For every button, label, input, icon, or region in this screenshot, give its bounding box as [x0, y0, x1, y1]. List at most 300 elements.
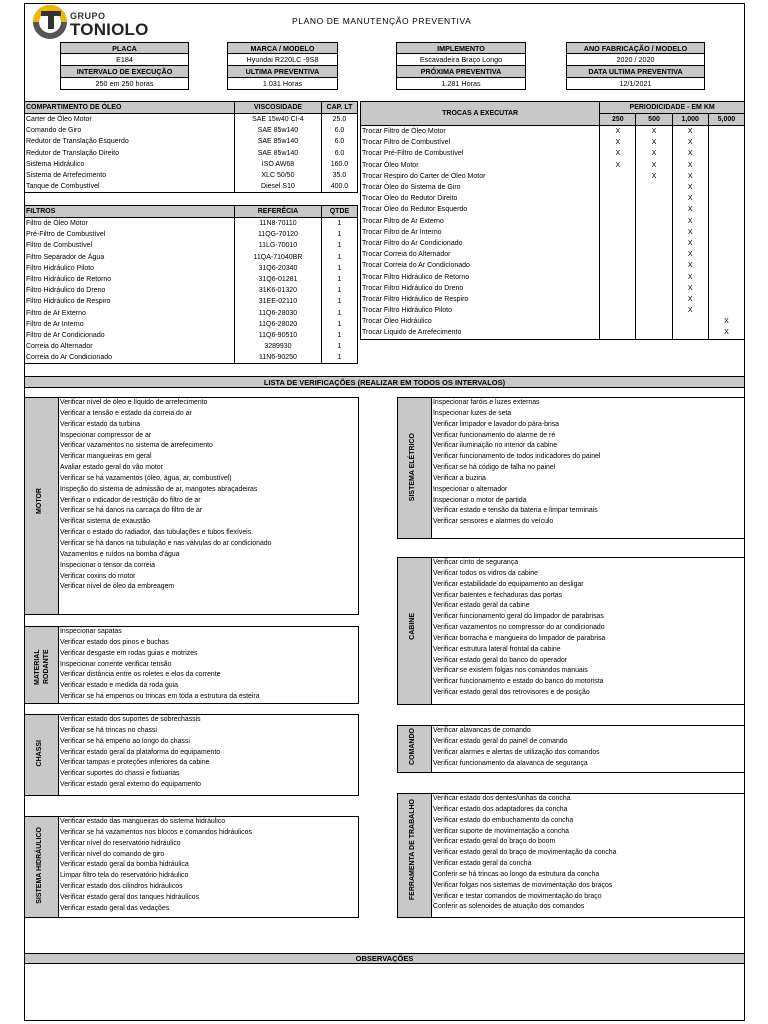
checklist-item: Verificar estado das mangueiras do sistema hidráulico	[60, 818, 226, 825]
placa-label: PLACA	[60, 42, 189, 54]
logo-group-text: GRUPO	[70, 11, 106, 21]
checklist-item: Verificar se há vazamentos (óleo, água, ar, combustível)	[60, 474, 232, 482]
trocas-cell	[708, 126, 744, 138]
period-5000: 5,000	[708, 114, 744, 126]
filtros-cell: 1	[321, 319, 357, 330]
filtros-cell: 11N8-70110	[234, 218, 321, 230]
filtros-cell: Filtro Hidráulico de Retorno	[25, 274, 235, 285]
checklist-item: Verificar vazamentos no sistema de arrefecimento	[60, 442, 213, 450]
oleo-row	[25, 148, 358, 159]
marca-value: Hyundai R220LC -9S8	[227, 54, 338, 66]
filtros-cell: 11Q6-28030	[234, 308, 321, 319]
checklist-item: Verificar mangueiras em geral	[60, 453, 152, 461]
checklist-item: Limpar filtro tela do reservatório hidráulico	[60, 872, 189, 880]
checklist-item: Verificar funcionamento do alarme de ré	[433, 431, 556, 439]
checklist-item: Verificar nível de óleo e líquido de arrefecimento	[60, 399, 208, 406]
trocas-cell	[600, 271, 636, 282]
section-sistema-eletrico	[397, 397, 745, 539]
checklist-item: Verificar estado dos pinos e buchas	[60, 638, 169, 646]
filtros-cell: Filtro Hidráulico Piloto	[25, 263, 235, 274]
checklist-item: Verificar estado dos cilindros hidráulicos	[60, 883, 183, 891]
filtros-cell: 1	[321, 218, 357, 230]
filtros-cell: 11QG-70120	[234, 229, 321, 240]
filtros-cell: 1	[321, 274, 357, 285]
observacoes-header: OBSERVAÇÕES	[24, 953, 745, 964]
trocas-row	[361, 126, 745, 138]
ultima-value: 1.031 Horas	[227, 78, 338, 90]
filtros-row	[25, 285, 358, 296]
checklist-item: Verificar alarmes e alertas de utilização dos comandos	[433, 748, 600, 756]
filtros-row	[25, 319, 358, 330]
trocas-cell	[708, 238, 744, 249]
period-500: 500	[636, 114, 672, 126]
checklist-item: Verificar funcionamento de todos indicadores do painel	[433, 453, 601, 461]
trocas-cell	[708, 193, 744, 204]
section-material-rodante	[24, 626, 359, 704]
trocas-cell	[636, 294, 672, 305]
checklist-item: Verificar batentes e fechaduras das portas	[433, 591, 563, 599]
proxima-label: PRÓXIMA PREVENTIVA	[396, 66, 526, 78]
checklist-item: Verificar desgaste em rodas guias e motrizes	[60, 649, 198, 657]
trocas-cell: X	[672, 238, 708, 249]
checklist-item: Verificar funcionamento geral do limpador de parabrisas	[433, 613, 604, 621]
checklist-item: Verificar cinto de segurança	[433, 559, 519, 566]
trocas-cell: Trocar Óleo Motor	[361, 160, 600, 171]
filtros-cell: 11Q6-90510	[234, 330, 321, 341]
trocas-cell	[708, 305, 744, 316]
trocas-cell	[600, 227, 636, 238]
trocas-row	[361, 137, 745, 148]
trocas-row	[361, 182, 745, 193]
trocas-cell	[708, 137, 744, 148]
checklist-item: Verificar estado geral dos retrovisores e de posição	[433, 689, 590, 697]
trocas-cell: Trocar Liquido de Arrefecimento	[361, 327, 600, 339]
section-comando-label: COMANDO	[409, 728, 416, 765]
oleo-cell: 6.0	[321, 148, 357, 159]
checklist-item: Verificar estado geral do braço de movimentação da concha	[433, 849, 617, 857]
section-eletrico-items	[433, 398, 744, 528]
trocas-row	[361, 193, 745, 204]
checklist-item: Verificar estado e tensão da bateria e limpar terminais	[433, 507, 598, 515]
checklist-item: Verificar e testar comandos de movimentação do braço	[433, 892, 602, 900]
section-material-items	[60, 627, 358, 703]
oleo-cell: ISO AW68	[234, 159, 321, 170]
trocas-cell	[636, 271, 672, 282]
filtros-row	[25, 352, 358, 364]
trocas-row	[361, 305, 745, 316]
checklist-item: Inspecionar corrente verificar tensão	[60, 660, 172, 668]
checklist-item: Verificar estado geral do painel de comando	[433, 737, 568, 745]
trocas-cell	[636, 327, 672, 339]
checklist-item: Verificar estabilidade do equipamento ao desligar	[433, 580, 584, 588]
info-ano	[566, 42, 705, 90]
trocas-cell: X	[672, 160, 708, 171]
trocas-cell	[708, 294, 744, 305]
section-cabine	[397, 557, 745, 705]
checklist-item: Verificar nível do reservatório hidráulico	[60, 839, 181, 847]
filtros-cell: 1	[321, 252, 357, 263]
checklist-item: Inspecionar sapatas	[60, 628, 122, 635]
trocas-cell	[636, 249, 672, 260]
filtros-row	[25, 274, 358, 285]
placa-value: E184	[60, 54, 189, 66]
filtros-cell: 11N6-90250	[234, 352, 321, 364]
oleo-cell: 160.0	[321, 159, 357, 170]
checklist-item: Verificar estrutura lateral frontal da cabine	[433, 645, 561, 653]
trocas-cell	[708, 216, 744, 227]
filtros-cell: Filtro Hidráulico do Dreno	[25, 285, 235, 296]
intervalo-label: INTERVALO DE EXECUÇÃO	[60, 66, 189, 78]
trocas-cell	[636, 227, 672, 238]
checklist-item: Verificar coxins do motor	[60, 572, 136, 580]
trocas-cell	[600, 204, 636, 215]
checklist-item: Inspecionar o tensor da correia	[60, 561, 155, 569]
trocas-cell: Trocar Filtro Hidráulico Piloto	[361, 305, 600, 316]
trocas-header: TROCAS A EXECUTAR	[361, 102, 600, 126]
trocas-cell: Trocar Filtro Hidráulico de Retorno	[361, 271, 600, 282]
checklist-item: Verificar o estado do radiador, das tubulações e tubos flexíveis.	[60, 529, 254, 537]
section-cabine-label: CABINE	[409, 613, 416, 640]
checklist-item: Verificar se há danos na carcaça do filtro de ar	[60, 507, 203, 515]
company-logo	[33, 4, 163, 40]
trocas-row	[361, 283, 745, 294]
trocas-cell	[708, 148, 744, 159]
oleo-row	[25, 125, 358, 136]
checklist-item: Verificar estado geral da plataforma do equipamento	[60, 748, 221, 756]
checklist-item: Verificar estado dos dentes/unhas da concha	[433, 795, 571, 802]
trocas-cell	[636, 204, 672, 215]
trocas-cell: X	[600, 148, 636, 159]
filtros-cell: 1	[321, 263, 357, 274]
filtros-cell: 31Q6-01281	[234, 274, 321, 285]
trocas-table	[360, 101, 745, 340]
trocas-cell	[600, 182, 636, 193]
trocas-row	[361, 171, 745, 182]
trocas-row	[361, 260, 745, 271]
trocas-cell: Trocar Filtro Hidráulico de Respiro	[361, 294, 600, 305]
section-hidraulico-label: SISTEMA HIDRÁULICO	[36, 827, 43, 904]
oleo-cell: SAE 85w140	[234, 125, 321, 136]
oleo-cell: Diesel S10	[234, 181, 321, 193]
checklist-item: Verificar sistema de exaustão	[60, 518, 151, 526]
trocas-cell	[600, 327, 636, 339]
trocas-cell: X	[708, 327, 744, 339]
checklist-item: Vazamentos e ruídos na bomba d'água	[60, 550, 180, 558]
checklist-item: Inspecionar compressor de ar	[60, 431, 152, 439]
checklist-item: Verificar iluminação no interior da cabine	[433, 442, 558, 450]
oleo-cell: 35.0	[321, 170, 357, 181]
trocas-cell: X	[672, 137, 708, 148]
trocas-cell: X	[672, 216, 708, 227]
trocas-cell: Trocar Óleo do Sistema de Giro	[361, 182, 600, 193]
oleo-cell: Tanque de Combustível	[25, 181, 235, 193]
filtros-cell: 11LG-70010	[234, 240, 321, 251]
checklist-item: Verificar se há vazamentos nos blocos e comandos hidráulicos	[60, 828, 252, 836]
trocas-cell	[672, 327, 708, 339]
oleo-table	[24, 101, 358, 193]
filtros-row	[25, 308, 358, 319]
trocas-cell: X	[672, 204, 708, 215]
filtros-cell: 31K6-01320	[234, 285, 321, 296]
checklist-item: Verificar estado geral externo do equipamento	[60, 781, 201, 789]
filtros-header-qtde: QTDE	[321, 206, 357, 218]
trocas-cell: X	[672, 126, 708, 138]
checklist-item: Verificar estado geral da bomba hidráulica	[60, 861, 189, 869]
checklist-item: Verificar se há danos na tubulação e nas válvulas do ar condicionado	[60, 539, 272, 547]
trocas-cell: X	[672, 182, 708, 193]
trocas-cell	[600, 238, 636, 249]
trocas-cell: X	[672, 148, 708, 159]
section-sistema-hidraulico	[24, 816, 359, 918]
trocas-row	[361, 316, 745, 327]
trocas-cell	[708, 249, 744, 260]
trocas-cell: Trocar Filtro de Ar Externo	[361, 216, 600, 227]
checklist-item: Verificar todos os vidros da cabine	[433, 569, 538, 577]
trocas-cell	[708, 271, 744, 282]
filtros-cell: Correia do Ar Condicionado	[25, 352, 235, 364]
trocas-cell: X	[672, 193, 708, 204]
filtros-cell: 1	[321, 296, 357, 307]
section-comando-items	[433, 726, 744, 769]
filtros-cell: 1	[321, 285, 357, 296]
filtros-row	[25, 218, 358, 230]
trocas-row	[361, 238, 745, 249]
checklist-item: Verificar nível de óleo da embreagem	[60, 583, 175, 591]
checklist-item: Verificar estado geral das vedações	[60, 904, 170, 912]
ultima-label: ULTIMA PREVENTIVA	[227, 66, 338, 78]
checklist-item: Verificar vazamentos no compressor do ar condicionado	[433, 624, 605, 632]
checklist-item: Verificar estado geral da concha	[433, 860, 532, 868]
checklist-item: Conferir se há trincas ao longo da estrutura da concha	[433, 870, 600, 878]
implemento-label: IMPLEMENTO	[396, 42, 526, 54]
trocas-cell: X	[672, 283, 708, 294]
trocas-row	[361, 249, 745, 260]
trocas-cell	[636, 182, 672, 193]
filtros-cell: 1	[321, 341, 357, 352]
trocas-row	[361, 160, 745, 171]
trocas-cell: X	[636, 137, 672, 148]
trocas-cell	[600, 316, 636, 327]
lista-header: LISTA DE VERIFICAÇÕES (REALIZAR EM TODOS OS INTERVALOS)	[24, 376, 745, 388]
trocas-cell	[636, 260, 672, 271]
oleo-row	[25, 159, 358, 170]
checklist-item: Verificar se existem folgas nos comandos manuais	[433, 667, 588, 675]
trocas-cell	[600, 305, 636, 316]
oleo-cell: 6.0	[321, 136, 357, 147]
trocas-row	[361, 148, 745, 159]
oleo-row	[25, 170, 358, 181]
trocas-cell: X	[672, 271, 708, 282]
checklist-item: Verificar estado geral da cabine	[433, 602, 530, 610]
trocas-cell: X	[600, 137, 636, 148]
filtros-cell: Filtro de Ar Condicionado	[25, 330, 235, 341]
filtros-header-nome: FILTROS	[25, 206, 235, 218]
checklist-item: Verificar estado dos adaptadores da concha	[433, 805, 568, 813]
trocas-cell: Trocar Correia do Ar Condicionado	[361, 260, 600, 271]
checklist-item: Inspeção do sistema de admissão de ar, mangotes abraçadeiras	[60, 485, 258, 493]
oleo-cell: 25.0	[321, 114, 357, 126]
trocas-row	[361, 204, 745, 215]
oleo-row	[25, 181, 358, 193]
section-ferramenta-items	[433, 794, 744, 913]
period-250: 250	[600, 114, 636, 126]
oleo-cell: SAE 15w40 CI-4	[234, 114, 321, 126]
trocas-cell	[708, 182, 744, 193]
section-ferramenta	[397, 793, 745, 918]
checklist-item: Verificar suportes do chassi e fixtuarias	[60, 770, 180, 778]
filtros-row	[25, 341, 358, 352]
trocas-row	[361, 294, 745, 305]
checklist-item: Verificar estado geral do banco do operador	[433, 656, 568, 664]
trocas-cell: Trocar Óleo do Redutor Direito	[361, 193, 600, 204]
filtros-cell: 1	[321, 352, 357, 364]
logo-mark-icon	[33, 5, 67, 39]
trocas-cell	[708, 260, 744, 271]
checklist-item: Verificar funcionamento e estado do banco do motorista	[433, 678, 604, 686]
trocas-cell	[636, 238, 672, 249]
trocas-cell	[636, 216, 672, 227]
filtros-cell: Filtro de Combustível	[25, 240, 235, 251]
trocas-cell	[600, 260, 636, 271]
filtros-cell: 11Q6-28020	[234, 319, 321, 330]
trocas-cell: X	[672, 171, 708, 182]
checklist-item: Verificar limpador e lavador do pára-brisa	[433, 420, 560, 428]
checklist-item: Inspecionar o motor de partida	[433, 496, 527, 504]
trocas-cell: X	[672, 227, 708, 238]
checklist-item: Verificar estado da turbina	[60, 420, 141, 428]
trocas-cell	[600, 216, 636, 227]
trocas-cell	[600, 283, 636, 294]
checklist-item: Verificar se há código de falha no painel	[433, 464, 556, 472]
filtros-cell: Filtro de Ar Externo	[25, 308, 235, 319]
trocas-cell	[708, 204, 744, 215]
trocas-cell: X	[636, 126, 672, 138]
trocas-cell: X	[600, 126, 636, 138]
filtros-cell: Filtro Separador de Água	[25, 252, 235, 263]
checklist-item: Verificar suporte de movimentação a concha	[433, 827, 569, 835]
filtros-cell: 3289930	[234, 341, 321, 352]
trocas-cell	[636, 305, 672, 316]
trocas-cell	[600, 193, 636, 204]
trocas-cell: Trocar Correia do Alternador	[361, 249, 600, 260]
trocas-cell: Trocar Filtro de Óleo Motor	[361, 126, 600, 138]
oleo-cell: Redutor de Translação Esquerdo	[25, 136, 235, 147]
observacoes-area[interactable]	[24, 964, 745, 1021]
oleo-cell: 400.0	[321, 181, 357, 193]
checklist-item: Verificar alavancas de comando	[433, 727, 531, 734]
checklist-item: Verificar borracha e mangueira do limpador de parabrisa	[433, 634, 606, 642]
section-comando	[397, 725, 745, 773]
checklist-item: Verificar sensores e alarmes do veículo	[433, 518, 554, 526]
trocas-row	[361, 271, 745, 282]
trocas-cell: X	[636, 171, 672, 182]
data-label: DATA ULTIMA PREVENTIVA	[566, 66, 705, 78]
oleo-rows	[25, 114, 358, 193]
trocas-cell	[672, 316, 708, 327]
info-implemento	[396, 42, 526, 90]
section-chassi-items	[60, 715, 358, 791]
oleo-cell: Carter de Óleo Motor	[25, 114, 235, 126]
checklist-item: Inspecionar luzes de seta	[433, 409, 512, 417]
checklist-item: Verificar tampas e proteções inferiores da cabine	[60, 759, 210, 767]
section-eletrico-label: SISTEMA ELÉTRICO	[409, 433, 416, 502]
info-placa	[60, 42, 189, 90]
oleo-cell: SAE 85w140	[234, 136, 321, 147]
filtros-rows	[25, 218, 358, 364]
trocas-cell: X	[636, 160, 672, 171]
filtros-row	[25, 252, 358, 263]
filtros-cell: 1	[321, 240, 357, 251]
trocas-cell: Trocar Respiro do Carter de Óleo Motor	[361, 171, 600, 182]
trocas-row	[361, 227, 745, 238]
filtros-cell: Correia do Alternador	[25, 341, 235, 352]
checklist-item: Verificar folgas nos sistemas de movimentação dos braços	[433, 881, 613, 889]
checklist-item: Verificar estado geral do braço do boom	[433, 838, 556, 846]
trocas-cell: Trocar Filtro Hidráulico do Dreno	[361, 283, 600, 294]
oleo-cell: Comando de Giro	[25, 125, 235, 136]
trocas-cell	[708, 283, 744, 294]
filtros-cell: Filtro de Ar Interno	[25, 319, 235, 330]
section-cabine-items	[433, 558, 744, 699]
trocas-cell: Trocar Filtro de Combustível	[361, 137, 600, 148]
filtros-row	[25, 229, 358, 240]
trocas-row	[361, 327, 745, 339]
checklist-item: Verificar estado geral dos tanques hidráulicos	[60, 893, 200, 901]
data-value: 12/1/2021	[566, 78, 705, 90]
checklist-item: Inspecionar o alternador	[433, 485, 508, 493]
checklist-item: Verificar se há empeno ao longo do chassi	[60, 737, 190, 745]
trocas-cell: X	[672, 260, 708, 271]
checklist-item: Verificar estado e medida da roda guia	[60, 682, 178, 690]
oleo-header-visc: VISCOSIDADE	[234, 102, 321, 114]
filtros-cell: 11QA-71040BR	[234, 252, 321, 263]
oleo-cell: Redutor de Translação Direito	[25, 148, 235, 159]
section-chassi-label: CHASSI	[36, 740, 43, 767]
trocas-cell: Trocar Filtro do Ar Condicionado	[361, 238, 600, 249]
filtros-table	[24, 205, 358, 364]
trocas-cell: Trocar Filtro de Ar Interno	[361, 227, 600, 238]
trocas-cell	[636, 316, 672, 327]
trocas-cell: X	[600, 160, 636, 171]
logo-name-text: TONIOLO	[70, 20, 149, 39]
oleo-row	[25, 114, 358, 126]
period-1000: 1,000	[672, 114, 708, 126]
checklist-item: Verificar estado dos suportes de sobrechassis	[60, 716, 201, 723]
section-chassi	[24, 714, 359, 796]
checklist-item: Inspecionar faróis e luzes externas	[433, 399, 540, 406]
trocas-cell	[600, 249, 636, 260]
oleo-cell: SAE 85w140	[234, 148, 321, 159]
trocas-cell: X	[672, 294, 708, 305]
filtros-cell: Filtro de Óleo Motor	[25, 218, 235, 230]
filtros-cell: 1	[321, 308, 357, 319]
period-header: PERIODICIDADE - EM KM	[600, 102, 745, 114]
trocas-cell	[600, 171, 636, 182]
filtros-cell: Filtro Hidráulico de Respiro	[25, 296, 235, 307]
checklist-item: Verificar a tensão e estado da correia do ar	[60, 409, 192, 417]
oleo-header-comp: COMPARTIMENTO DE ÓLEO	[25, 102, 235, 114]
trocas-cell	[708, 227, 744, 238]
trocas-cell: Trocar Óleo do Redutor Esquerdo	[361, 204, 600, 215]
implemento-value: Escavadeira Braço Longo	[396, 54, 526, 66]
oleo-cell: Sistema Hidráulico	[25, 159, 235, 170]
filtros-cell: 1	[321, 330, 357, 341]
filtros-header-ref: REFERÊCIA	[234, 206, 321, 218]
section-motor	[24, 397, 359, 615]
info-marca	[227, 42, 338, 90]
filtros-cell: 31EE-02110	[234, 296, 321, 307]
trocas-cell: X	[636, 148, 672, 159]
